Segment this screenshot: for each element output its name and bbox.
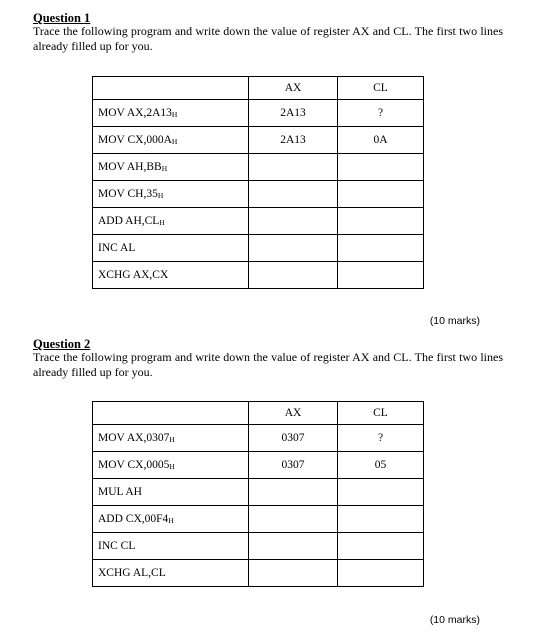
cl-cell[interactable] — [338, 560, 424, 587]
table-row — [93, 100, 424, 127]
ax-cell[interactable] — [249, 208, 338, 235]
instruction-cell: INC AL — [93, 235, 249, 262]
header-instruction — [93, 402, 249, 425]
cl-cell: ? — [338, 100, 424, 127]
question-1-title: Question 1 — [33, 11, 91, 25]
question-1-table — [92, 76, 424, 289]
instruction-cell: XCHG AX,CX — [93, 262, 249, 289]
question-2-text: Trace the following program and write down the value of register AX and CL. The first two lines already filled up for you. — [33, 350, 503, 379]
cl-cell: ? — [338, 425, 424, 452]
cl-cell: 0A — [338, 127, 424, 154]
ax-cell[interactable] — [249, 560, 338, 587]
ax-cell: 2A13 — [249, 127, 338, 154]
ax-cell[interactable] — [249, 479, 338, 506]
instruction-cell: MUL AH — [93, 479, 249, 506]
header-instruction — [93, 77, 249, 100]
ax-cell[interactable] — [249, 262, 338, 289]
ax-cell[interactable] — [249, 506, 338, 533]
question-2-title: Question 2 — [33, 337, 91, 351]
ax-cell[interactable] — [249, 235, 338, 262]
header-ax: AX — [249, 77, 338, 100]
instruction-cell: INC CL — [93, 533, 249, 560]
table-row — [93, 208, 424, 235]
table-row — [93, 181, 424, 208]
cl-cell[interactable] — [338, 235, 424, 262]
table-header-row — [93, 402, 424, 425]
table-row — [93, 479, 424, 506]
header-cl: CL — [338, 77, 424, 100]
table-row — [93, 506, 424, 533]
table-row — [93, 533, 424, 560]
cl-cell[interactable] — [338, 479, 424, 506]
instruction-cell: ADD $CX,00F4_H$ — [93, 506, 249, 533]
table-row — [93, 127, 424, 154]
header-cl: CL — [338, 402, 424, 425]
cl-cell: 05 — [338, 452, 424, 479]
instruction-cell: MOV $AX,0307_H$ — [93, 425, 249, 452]
ax-cell: 2A13 — [249, 100, 338, 127]
cl-cell[interactable] — [338, 533, 424, 560]
ax-cell[interactable] — [249, 181, 338, 208]
header-ax: AX — [249, 402, 338, 425]
instruction-cell: MOV $CH,35_H$ — [93, 181, 249, 208]
table-row — [93, 154, 424, 181]
ax-cell: 0307 — [249, 425, 338, 452]
question-2-marks: (10 marks) — [429, 614, 480, 626]
cl-cell[interactable] — [338, 154, 424, 181]
cl-cell[interactable] — [338, 181, 424, 208]
table-row — [93, 560, 424, 587]
question-1-text: Trace the following program and write down the value of register AX and CL. The first two lines already filled up for you. — [33, 24, 503, 53]
instruction-cell: ADD $AH,CL_H$ — [93, 208, 249, 235]
question-1-marks: (10 marks) — [429, 315, 480, 327]
ax-cell[interactable] — [249, 533, 338, 560]
instruction-cell: MOV $CX,000A_H$ — [93, 127, 249, 154]
cl-cell[interactable] — [338, 208, 424, 235]
instruction-cell: MOV $AH,BB_H$ — [93, 154, 249, 181]
question-2-table — [92, 401, 424, 587]
table-row — [93, 425, 424, 452]
ax-cell[interactable] — [249, 154, 338, 181]
table-row — [93, 452, 424, 479]
instruction-cell: MOV $AX,2A13_H$ — [93, 100, 249, 127]
cl-cell[interactable] — [338, 506, 424, 533]
instruction-cell: MOV $CX,0005_H$ — [93, 452, 249, 479]
table-header-row — [93, 77, 424, 100]
table-row — [93, 262, 424, 289]
ax-cell: 0307 — [249, 452, 338, 479]
instruction-cell: XCHG AL,CL — [93, 560, 249, 587]
table-row — [93, 235, 424, 262]
cl-cell[interactable] — [338, 262, 424, 289]
